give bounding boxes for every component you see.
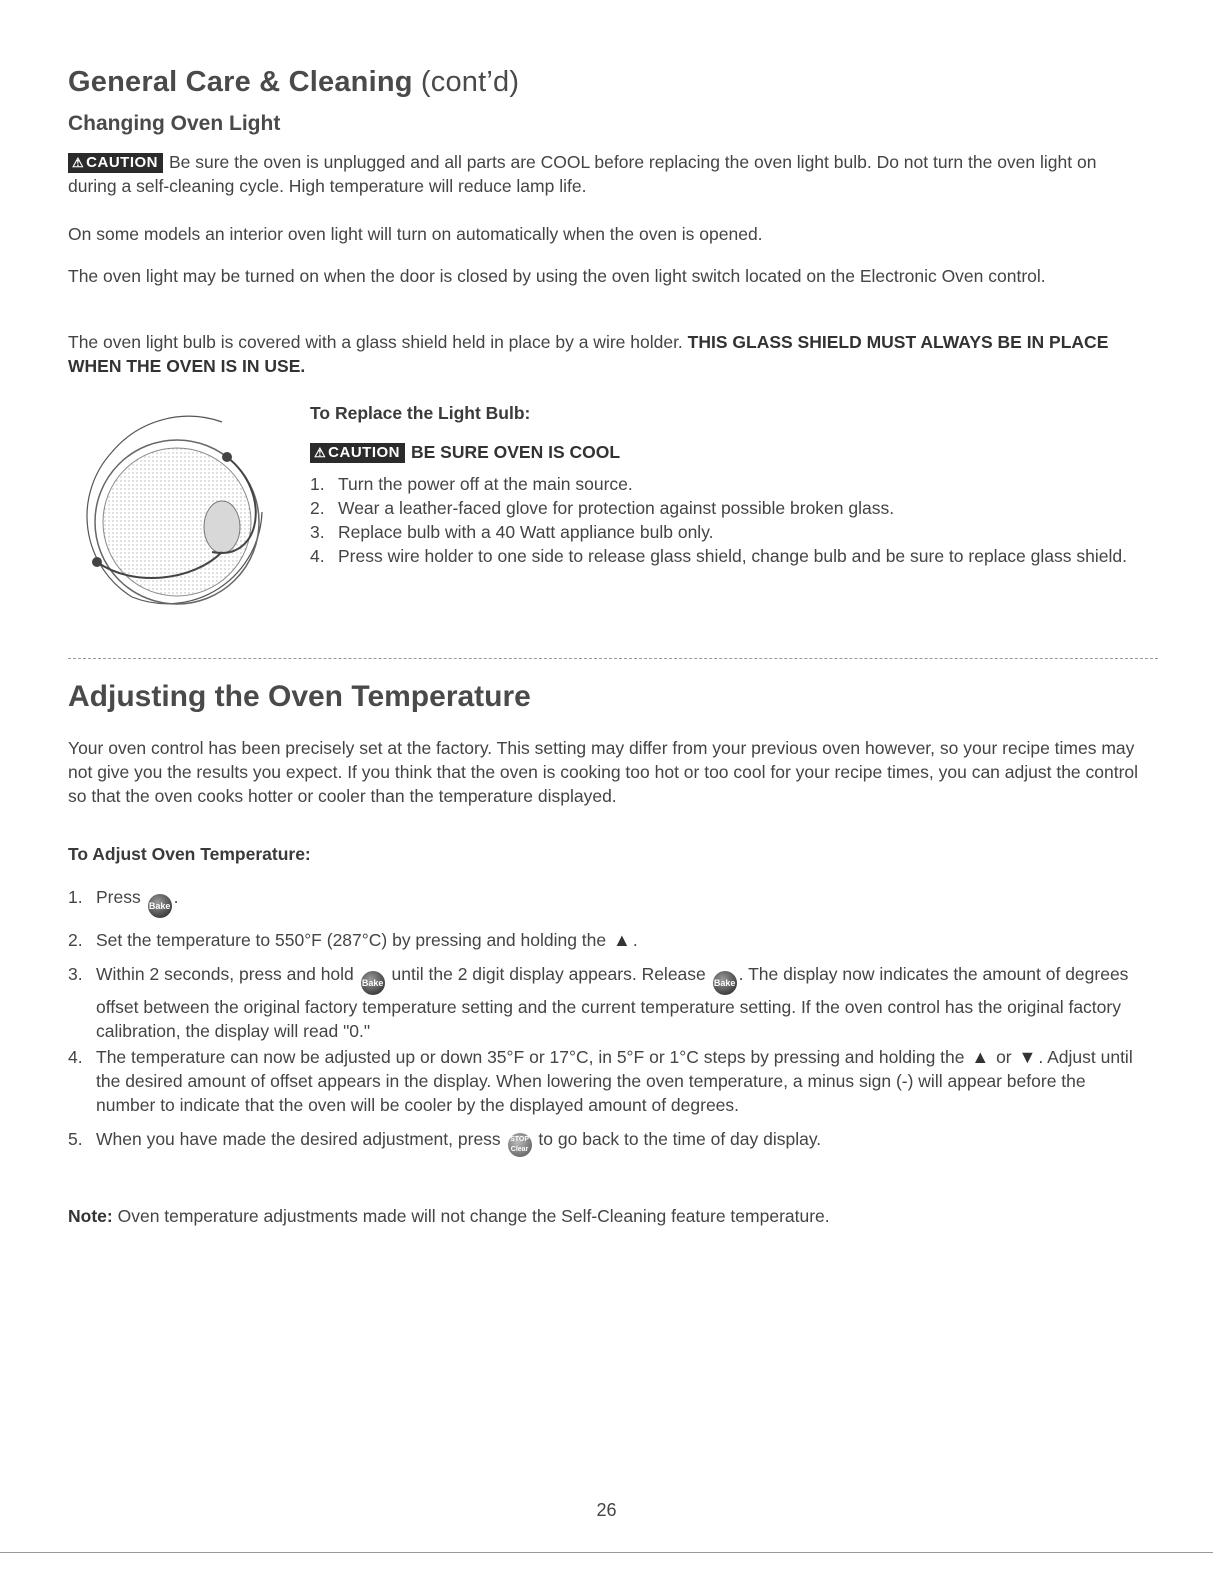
- section-divider: [68, 658, 1158, 659]
- step-number: 2.: [68, 930, 83, 950]
- step-number: 3.: [68, 964, 83, 984]
- adjust-steps-list: [68, 885, 1148, 1157]
- adjust-step-3: [68, 962, 1148, 1043]
- adjust-intro: Your oven control has been precisely set at the factory. This setting may differ from your previous oven however, so your recipe times may not give you the results you expect. If you think that the oven is cooking too hot or too cool for your recipe times, you can adjust the control so that the oven cooks hotter or cooler than the temperature displayed.: [68, 738, 1139, 806]
- step-text: Wear a leather-faced glove for protection against possible broken glass.: [338, 498, 895, 518]
- stop-label: STOP: [510, 1136, 530, 1143]
- adjust-step-4: [68, 1045, 1148, 1117]
- up-arrow-icon: ▲: [613, 930, 631, 950]
- page-number: 26: [596, 1500, 617, 1520]
- note-label: Note:: [68, 1206, 113, 1226]
- oven-light-illustration: [72, 412, 282, 612]
- step-text: When you have made the desired adjustment, press: [96, 1129, 501, 1149]
- bake-label: Bake: [713, 978, 736, 988]
- note-text: Oven temperature adjustments made will not change the Self-Cleaning feature temperature.: [117, 1206, 830, 1226]
- caution-text: Be sure the oven is unplugged and all parts are COOL before replacing the oven light bulb. Do not turn the oven light on during a self-cleaning cycle. High temperature will reduce lamp life.: [68, 152, 1097, 196]
- replace-heading: To Replace the Light Bulb:: [310, 403, 531, 423]
- step-number: 4.: [310, 546, 325, 566]
- caution-paragraph: [68, 150, 1148, 198]
- title-main: General Care & Cleaning: [68, 66, 413, 98]
- step-text: to go back to the time of day display.: [538, 1129, 822, 1149]
- stop-clear-button-icon: [508, 1133, 532, 1157]
- step-number: 3.: [310, 522, 325, 542]
- step-number: 1.: [68, 887, 83, 907]
- caution-badge: [68, 153, 163, 173]
- section-title-adjust: Adjusting the Oven Temperature: [68, 680, 531, 713]
- bake-button-icon: [148, 894, 172, 918]
- oven-light-para-1: On some models an interior oven light will turn on automatically when the oven is opened.: [68, 224, 763, 244]
- step-text: Within 2 seconds, press and hold: [96, 964, 354, 984]
- step-text: or: [996, 1047, 1012, 1067]
- replace-step: [310, 520, 1130, 544]
- step-text: The temperature can now be adjusted up or down 35°F or 17°C, in 5°F or 1°C steps by pressing and holding the: [96, 1047, 965, 1067]
- step-number: 1.: [310, 474, 325, 494]
- replace-caution-text: BE SURE OVEN IS COOL: [410, 442, 621, 462]
- replace-caution: [310, 440, 1150, 464]
- caution-label-2: CAUTION: [328, 444, 400, 461]
- step-text: Turn the power off at the main source.: [338, 474, 633, 494]
- step-text: Set the temperature to 550°F (287°C) by pressing and holding the: [96, 930, 607, 950]
- adjust-step-2: [68, 928, 1148, 952]
- adjust-heading: To Adjust Oven Temperature:: [68, 844, 311, 864]
- step-text: until the 2 digit display appears. Release: [391, 964, 706, 984]
- para-3-bold: THIS GLASS SHIELD MUST ALWAYS BE IN PLACE WHEN THE OVEN IS IN USE.: [68, 332, 1109, 376]
- oven-light-para-3: [68, 330, 1148, 378]
- adjust-step-1: [68, 885, 1148, 918]
- replace-step: [310, 544, 1130, 568]
- bake-button-icon: [361, 971, 385, 995]
- step-text: Press: [96, 887, 141, 907]
- adjust-step-5: [68, 1127, 1148, 1157]
- up-arrow-icon: ▲: [971, 1047, 990, 1067]
- step-text: . The display now indicates the amount of degrees offset between the original factory temperature setting and the current temperature setting. If the oven control has the original factory calibration, the display will read "0.": [96, 964, 1129, 1041]
- down-arrow-icon: ▼: [1018, 1047, 1037, 1067]
- clear-label: Clear: [510, 1146, 529, 1153]
- bake-button-icon: [713, 971, 737, 995]
- section-subtitle: Changing Oven Light: [68, 112, 281, 135]
- warning-icon-2: ⚠: [314, 445, 327, 460]
- caution-badge-2: [310, 443, 405, 463]
- step-text: .: [632, 930, 638, 950]
- bottom-rule: [0, 1552, 1213, 1553]
- page-title: [68, 66, 519, 99]
- para-3-text: The oven light bulb is covered with a glass shield held in place by a wire holder.: [68, 332, 688, 352]
- step-number: 4.: [68, 1047, 83, 1067]
- bake-label: Bake: [148, 901, 171, 911]
- step-text: . Adjust until the desired amount of offset appears in the display. When lowering the oven temperature, a minus sign (-) will appear before the number to indicate that the oven will be cooler by the displayed amount of degrees.: [96, 1047, 1133, 1115]
- replace-step: [310, 496, 1130, 520]
- step-number: 2.: [310, 498, 325, 518]
- step-text: Press wire holder to one side to release glass shield, change bulb and be sure to replace glass shield.: [338, 546, 1127, 566]
- warning-icon: ⚠: [72, 155, 85, 170]
- step-text: .: [173, 887, 179, 907]
- replace-step: [310, 472, 1130, 496]
- caution-label: CAUTION: [86, 154, 158, 171]
- note-paragraph: [68, 1204, 1148, 1228]
- title-cont: (cont’d): [420, 66, 520, 98]
- step-number: 5.: [68, 1129, 83, 1149]
- step-text: Replace bulb with a 40 Watt appliance bulb only.: [338, 522, 714, 542]
- bake-label: Bake: [361, 978, 384, 988]
- oven-light-para-2: The oven light may be turned on when the door is closed by using the oven light switch located on the Electronic Oven control.: [68, 266, 1046, 286]
- replace-steps-list: [310, 472, 1130, 568]
